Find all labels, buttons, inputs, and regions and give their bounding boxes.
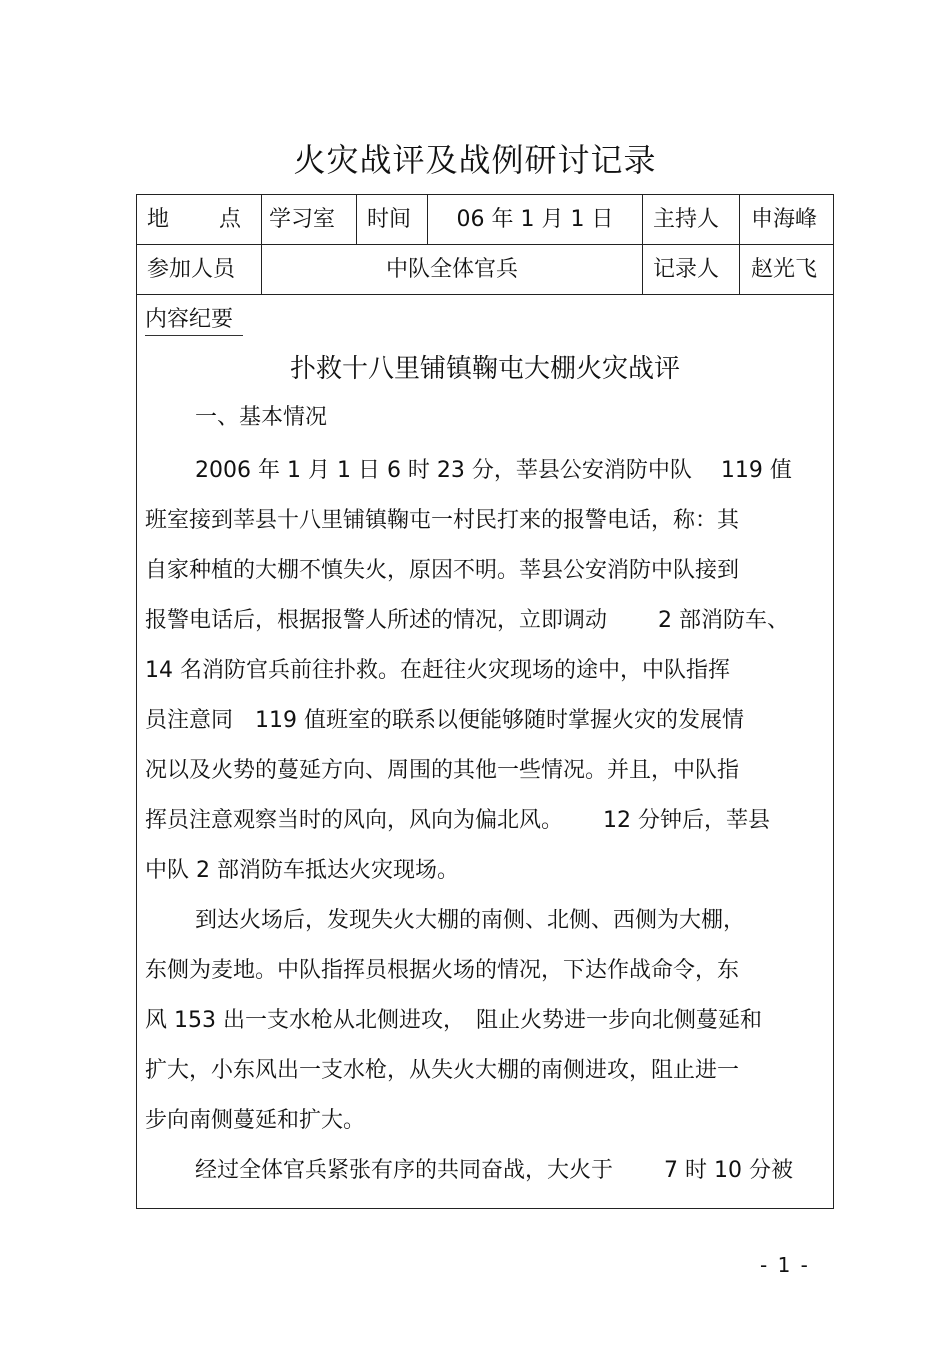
host-label: 主持人	[653, 207, 720, 232]
record-table	[136, 194, 834, 1209]
body-line: 员注意同 119 值班室的联系以便能够随时掌握火灾的发展情	[145, 708, 744, 733]
column-divider	[739, 195, 740, 295]
body-line: 自家种植的大棚不慎失火，原因不明。莘县公安消防中队接到	[145, 558, 740, 583]
column-divider	[427, 195, 428, 245]
body-line: 风 153 出一支水枪从北侧进攻， 阻止火势进一步向北侧蔓延和	[145, 1008, 762, 1033]
body-line: 14 名消防官兵前往扑救。在赶往火灾现场的途中，中队指挥	[145, 658, 730, 683]
document-title: 火灾战评及战例研讨记录	[293, 141, 657, 179]
location-label: 地 点	[147, 207, 244, 232]
page-number: - 1 -	[760, 1253, 810, 1277]
recorder-value: 赵光飞	[751, 257, 818, 282]
body-line: 步向南侧蔓延和扩大。	[145, 1108, 366, 1133]
column-divider	[642, 195, 643, 295]
body-line: 况以及火势的蔓延方向、周围的其他一些情况。并且，中队指	[145, 758, 740, 783]
time-label: 时间	[367, 207, 412, 232]
location-value: 学习室	[269, 207, 336, 232]
body-line: 到达火场后，发现失火大棚的南侧、北侧、西侧为大棚，	[195, 908, 746, 933]
host-value: 申海峰	[751, 207, 818, 232]
section-heading: 一、基本情况	[195, 405, 328, 430]
body-line: 班室接到莘县十八里铺镇鞠屯一村民打来的报警电话，称：其	[145, 508, 740, 533]
body-line: 挥员注意观察当时的风向，风向为偏北风。 12 分钟后，莘县	[145, 808, 770, 833]
participants-label: 参加人员	[147, 257, 236, 282]
content-subtitle: 扑救十八里铺镇鞠屯大棚火灾战评	[289, 354, 680, 384]
time-value: 06 年 1 月 1 日	[456, 207, 614, 232]
column-divider	[261, 195, 262, 295]
content-summary-label: 内容纪要	[145, 305, 243, 336]
body-line: 东侧为麦地。中队指挥员根据火场的情况，下达作战命令，东	[145, 958, 740, 983]
body-line: 2006 年 1 月 1 日 6 时 23 分，莘县公安消防中队 119 值	[195, 458, 792, 483]
recorder-label: 记录人	[653, 257, 720, 282]
column-divider	[356, 195, 357, 245]
body-line: 扩大，小东风出一支水枪，从失火大棚的南侧进攻，阻止进一	[145, 1058, 740, 1083]
body-line: 经过全体官兵紧张有序的共同奋战，大火于 7 时 10 分被	[195, 1158, 793, 1183]
participants-value: 中队全体官兵	[385, 257, 518, 282]
body-line: 中队 2 部消防车抵达火灾现场。	[145, 858, 459, 883]
body-line: 报警电话后，根据报警人所述的情况，立即调动 2 部消防车、	[145, 608, 789, 633]
